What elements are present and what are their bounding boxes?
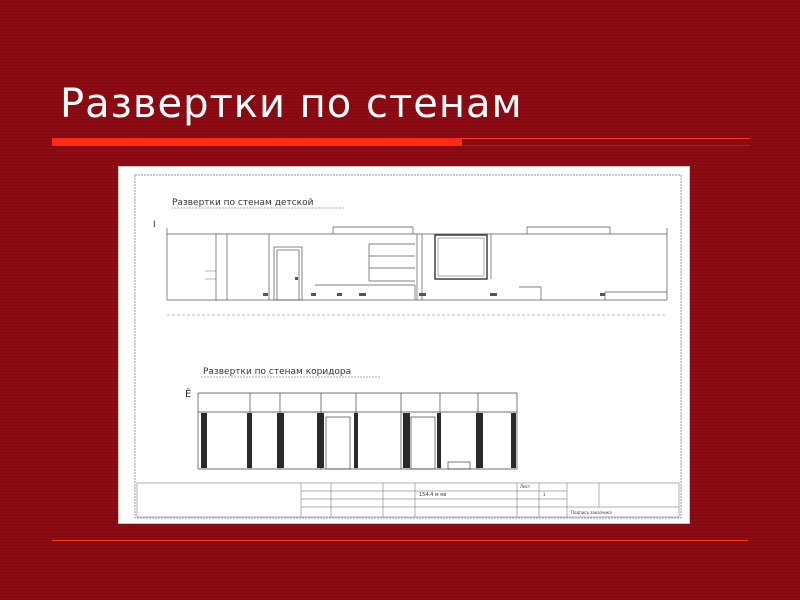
dark-panel	[476, 413, 483, 468]
nursery-elevation	[167, 227, 667, 315]
drawing-sheet	[119, 167, 689, 523]
slide-title: Развертки по стенам	[60, 81, 523, 127]
dark-panel	[511, 413, 516, 468]
door-leaf	[277, 250, 299, 300]
section1-title: Развертки по стенам детской	[172, 198, 314, 208]
dark-panel	[247, 413, 252, 468]
dark-panel	[277, 413, 284, 468]
section2-marker: Ê	[185, 389, 192, 400]
dark-panel	[437, 413, 441, 468]
socket-marker	[359, 293, 366, 296]
stamp-sheet-value: 1	[543, 492, 546, 497]
title-underline-accent	[52, 138, 462, 146]
stamp-footer: Подпись заказчика	[571, 510, 612, 515]
socket-marker	[600, 293, 605, 296]
section2-title: Развертки по стенам коридора	[203, 367, 352, 377]
title-underline-thin-secondary	[462, 145, 750, 146]
title-underline-thin	[462, 138, 750, 139]
window	[435, 235, 487, 279]
section1-marker: I	[153, 220, 156, 230]
dark-panel	[317, 413, 324, 468]
corridor-door	[326, 417, 350, 469]
dark-panel	[403, 413, 410, 468]
socket-marker	[311, 293, 316, 296]
stamp-sheet-label: Лист	[520, 484, 531, 489]
dark-panel	[201, 413, 207, 468]
socket-marker	[337, 293, 342, 296]
corridor-bench	[448, 462, 470, 469]
dark-panel	[354, 413, 358, 468]
drawing-image	[118, 166, 690, 524]
switch-marker	[295, 277, 298, 280]
window-inner	[438, 238, 484, 276]
corridor-dark-panels	[201, 413, 516, 468]
door-outline	[274, 247, 302, 300]
corridor-door	[411, 417, 435, 469]
bottom-rule	[52, 540, 748, 541]
stamp-value: 154.4 м кв	[419, 492, 447, 498]
socket-marker	[263, 293, 268, 296]
socket-markers	[263, 277, 605, 296]
socket-marker	[490, 293, 497, 296]
socket-marker	[419, 293, 426, 296]
